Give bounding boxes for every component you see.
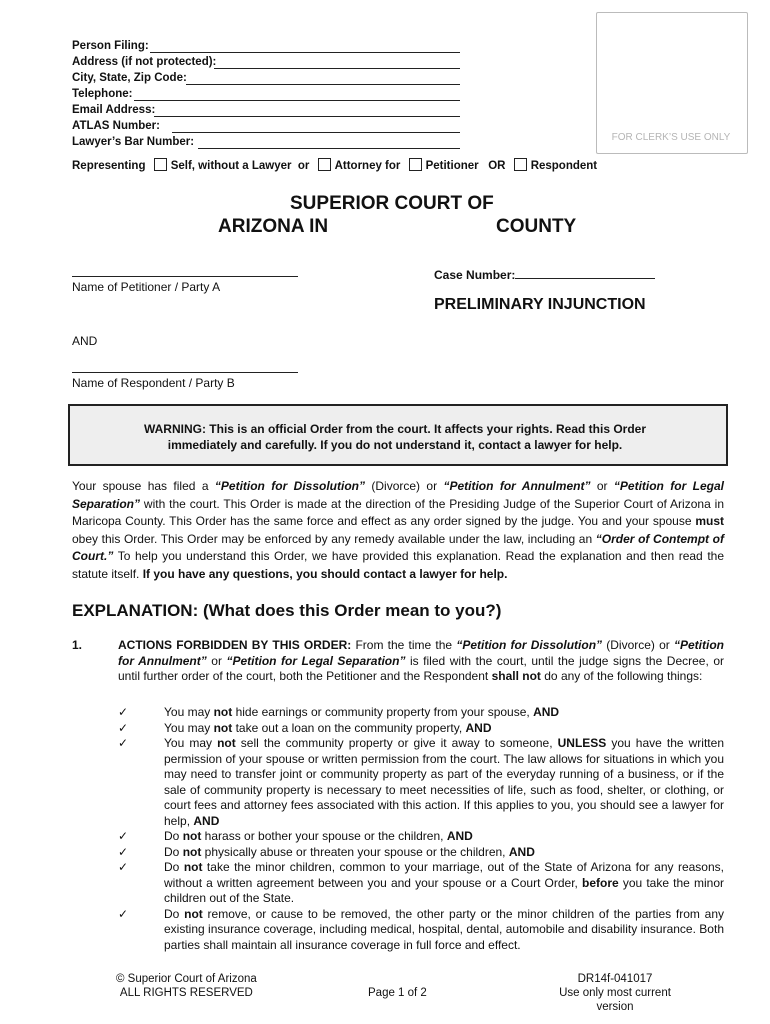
- section-text: do any of the following things:: [540, 669, 703, 683]
- item-emphasis: not: [183, 860, 203, 874]
- intro-must: must: [695, 514, 724, 528]
- intro-quote-separation: “Petition for Legal Separation”: [72, 479, 724, 511]
- item-emphasis: not: [213, 705, 233, 719]
- item-text: physically abuse or threaten your spouse or the children,: [201, 844, 509, 859]
- intro-text: (Divorce) or: [364, 479, 444, 493]
- option-attorney-label: Attorney for: [334, 160, 401, 172]
- representing-label: Representing: [72, 160, 146, 172]
- item-text: Do: [164, 860, 184, 874]
- intro-text: obey this Order. This Order may be enforced by any remedy available under the law, including an: [72, 531, 596, 546]
- checkmark-icon: ✓: [118, 736, 129, 750]
- copyright-text: © Superior Court of Arizona: [116, 973, 257, 985]
- field-telephone: [72, 88, 132, 100]
- page-number: Page 1 of 2: [368, 987, 427, 999]
- rights-text: ALL RIGHTS RESERVED: [119, 987, 253, 999]
- list-item: [118, 721, 724, 737]
- document-title: PRELIMINARY INJUNCTION: [434, 296, 646, 313]
- item-text: take the minor children, common to your marriage, out of the State of Arizona for any reasons, without a written agreement between you and your spouse or a Court Order,: [164, 860, 724, 890]
- footer-left: [116, 972, 257, 1000]
- respondent-name-line[interactable]: [72, 372, 298, 373]
- forbidden-actions-list: [118, 705, 724, 953]
- item-text: harass or bother your spouse or the children,: [201, 829, 447, 843]
- checkmark-icon: ✓: [118, 720, 129, 735]
- checkbox-self[interactable]: [154, 158, 167, 171]
- item-emphasis: not: [213, 720, 233, 735]
- checkmark-icon: ✓: [118, 860, 129, 874]
- section-text: is filed with the court, until the judge signs the Decree, or until further order of the court, both the Petitioner and the Respondent: [118, 653, 724, 683]
- option-self-label: Self, without a Lawyer: [170, 160, 292, 172]
- field-person-filing: [72, 40, 149, 52]
- item-conjunction: AND: [465, 720, 492, 735]
- intro-text: with the court. This Order is made at the direction of the Presiding Judge of the Superior Court of Arizona in Maricopa County. This Order has the same force and effect as any order signed by the judge. You and your spouse: [72, 496, 724, 528]
- field-label: City, State, Zip Code:: [72, 72, 187, 84]
- form-id: DR14f-041017: [577, 973, 653, 985]
- checkmark-icon: ✓: [118, 705, 129, 719]
- field-email-input[interactable]: [154, 104, 460, 117]
- item-emphasis: not: [217, 736, 236, 750]
- item-text: You may: [164, 720, 214, 735]
- intro-text: or: [590, 479, 614, 493]
- case-number-label: Case Number:: [434, 268, 516, 282]
- section-1-heading: ACTIONS FORBIDDEN BY THIS ORDER:: [118, 638, 352, 652]
- field-address: [72, 56, 216, 68]
- explanation-heading: EXPLANATION: (What does this Order mean to you?): [72, 601, 502, 620]
- representing-row: [72, 158, 597, 172]
- item-unless: UNLESS: [557, 736, 607, 750]
- or-label-2: OR: [488, 160, 506, 172]
- or-label: or: [297, 160, 310, 172]
- section-quote-dissolution: “Petition for Dissolution”: [456, 638, 603, 652]
- field-label: Lawyer’s Bar Number:: [72, 136, 195, 148]
- field-label: Person Filing:: [72, 40, 149, 52]
- section-text: or: [206, 653, 227, 668]
- item-before: before: [582, 875, 619, 890]
- court-title-line2-right: COUNTY: [496, 216, 577, 237]
- intro-lawyer-advice: If you have any questions, you should contact a lawyer for help.: [142, 566, 508, 581]
- and-label: AND: [72, 334, 98, 348]
- list-item: [118, 860, 724, 907]
- intro-text: To help you understand this Order, we have provided this explanation. Read the explanation and then read the statute itself.: [72, 549, 724, 581]
- option-respondent-label: Respondent: [530, 160, 598, 172]
- field-email: [72, 104, 155, 116]
- list-item: [118, 705, 724, 721]
- item-text: You may: [164, 705, 214, 719]
- item-emphasis: not: [182, 844, 202, 859]
- checkbox-petitioner[interactable]: [409, 158, 422, 171]
- item-conjunction: AND: [508, 844, 535, 859]
- item-conjunction: AND: [533, 705, 560, 719]
- item-emphasis: not: [184, 906, 203, 921]
- field-telephone-input[interactable]: [134, 88, 460, 101]
- case-number: [434, 266, 655, 282]
- item-text: Do: [164, 906, 185, 921]
- intro-text: Your spouse has filed a: [72, 479, 215, 493]
- field-label: Email Address:: [72, 104, 156, 116]
- list-item: [118, 907, 724, 954]
- intro-quote-contempt: “Order of Contempt of Court.”: [72, 531, 724, 563]
- item-text: remove, or cause to be removed, the other party or the minor children of the parties from any existing insurance coverage, including medical, hospital, dental, automobile and disability insurance. Both parties shall maintain all insurance coverage in full force and effect.: [164, 906, 724, 952]
- item-text: Do: [164, 844, 183, 859]
- item-text: you have the written permission of your spouse or written permission from the court. The law allows for situations in which you may need to transfer joint or community property as part of the everyday running of a business, or if the sale of community property is necessary to meet necessities of life, such as food, shelter, or clothing, or court fees and attorney fees associated with this action. If this applies to you, you should see a lawyer for help,: [164, 736, 724, 828]
- field-address-input[interactable]: [214, 56, 460, 69]
- checkmark-icon: ✓: [118, 844, 129, 859]
- warning-text: [100, 421, 690, 453]
- list-item: [118, 736, 724, 829]
- section-number: 1.: [72, 638, 83, 652]
- item-text: You may: [164, 736, 218, 750]
- field-city-input[interactable]: [186, 72, 460, 85]
- checkmark-icon: ✓: [118, 906, 129, 921]
- item-text: you take the minor children out of the State.: [164, 875, 724, 905]
- clerk-use-label: FOR CLERK’S USE ONLY: [611, 132, 731, 143]
- item-conjunction: AND: [446, 829, 473, 843]
- footer-right: [540, 972, 690, 1014]
- list-item: [118, 845, 724, 861]
- checkbox-attorney[interactable]: [318, 158, 331, 171]
- item-emphasis: not: [182, 829, 202, 843]
- checkbox-respondent[interactable]: [514, 158, 527, 171]
- section-shall-not: shall not: [491, 669, 541, 683]
- option-petitioner-label: Petitioner: [425, 160, 479, 172]
- warning-line1: WARNING: This is an official Order from the court. It affects your rights. Read this Order: [143, 422, 647, 436]
- list-item: [118, 829, 724, 845]
- field-bar-input[interactable]: [198, 136, 460, 149]
- section-1-text: [118, 638, 724, 685]
- item-text: sell the community property or give it away to someone,: [235, 736, 558, 750]
- court-title-line1: SUPERIOR COURT OF: [290, 193, 494, 214]
- court-title-line2-left: ARIZONA IN: [218, 216, 329, 237]
- field-label: ATLAS Number:: [72, 120, 160, 132]
- field-atlas-input[interactable]: [172, 120, 460, 133]
- item-text: take out a loan on the community property,: [232, 720, 466, 735]
- version-note: Use only most current version: [559, 987, 671, 1013]
- section-text: (Divorce) or: [602, 638, 674, 652]
- case-number-input[interactable]: [515, 266, 655, 279]
- section-quote-separation: “Petition for Legal Separation”: [226, 653, 406, 668]
- item-text: hide earnings or community property from your spouse,: [232, 705, 534, 719]
- section-quote-annulment: “Petition for Annulment”: [118, 638, 724, 668]
- field-label: Address (if not protected):: [72, 56, 217, 68]
- intro-quote-dissolution: “Petition for Dissolution”: [214, 479, 365, 493]
- field-bar-number: [72, 136, 194, 148]
- intro-paragraph: [72, 478, 724, 583]
- field-city-state-zip: [72, 72, 187, 84]
- respondent-label: Name of Respondent / Party B: [72, 376, 235, 390]
- field-person-filing-input[interactable]: [150, 40, 460, 53]
- item-conjunction: AND: [193, 813, 220, 828]
- field-atlas-number: [72, 120, 160, 132]
- petitioner-name-line[interactable]: [72, 276, 298, 277]
- intro-quote-annulment: “Petition for Annulment”: [443, 479, 591, 493]
- item-text: Do: [164, 829, 183, 843]
- checkmark-icon: ✓: [118, 829, 129, 843]
- petitioner-label: Name of Petitioner / Party A: [72, 280, 221, 294]
- field-label: Telephone:: [72, 88, 133, 100]
- section-text: From the time the: [351, 638, 457, 652]
- warning-line2: immediately and carefully. If you do not understand it, contact a lawyer for help.: [167, 438, 623, 452]
